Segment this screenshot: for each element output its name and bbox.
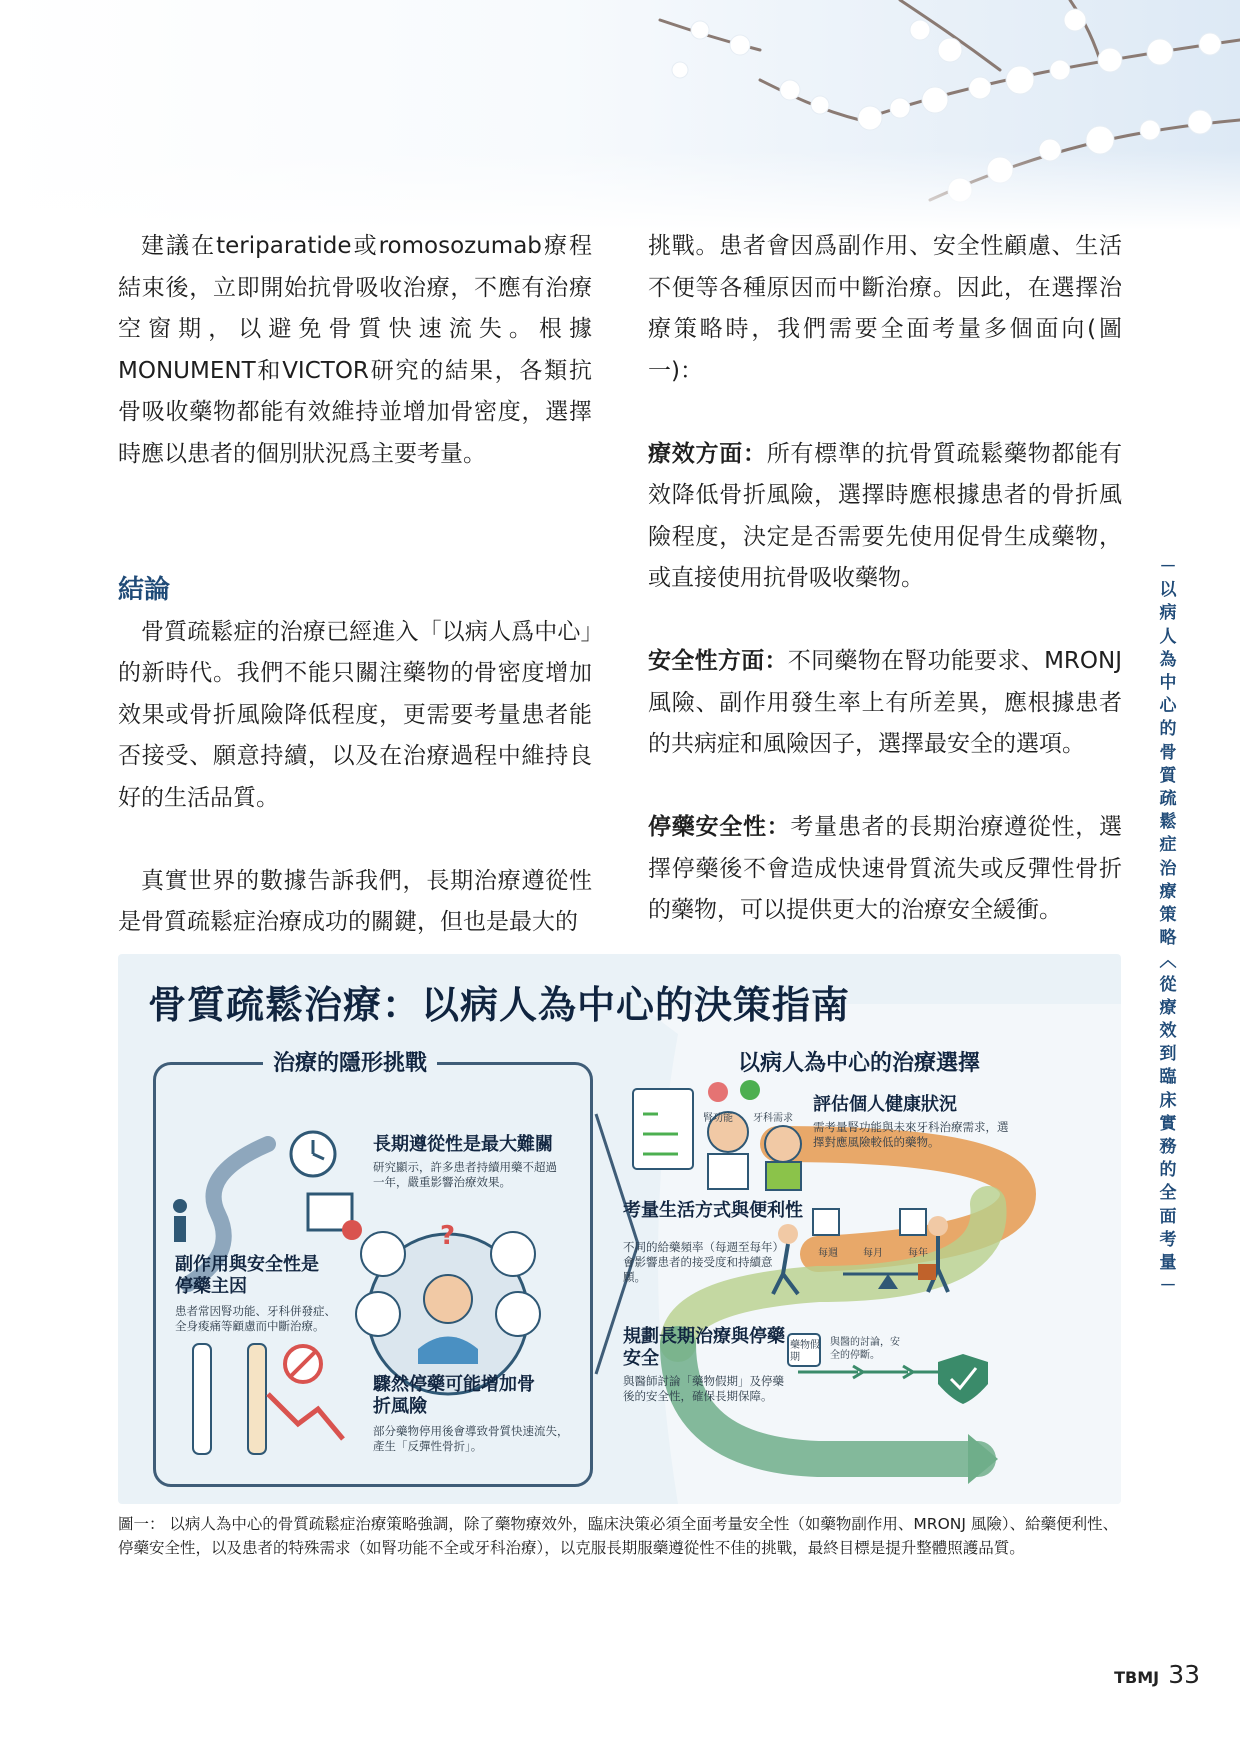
- figure-infographic: [118, 954, 1121, 1504]
- journal-name: TBMJ: [1114, 1668, 1160, 1687]
- running-title-char: 療: [1159, 881, 1177, 902]
- running-title-char: 症: [1159, 835, 1177, 856]
- running-title-char: 鬆: [1159, 812, 1177, 833]
- running-title-char: 策: [1159, 905, 1177, 926]
- running-title-char: －: [1159, 557, 1177, 577]
- running-title-char: 的: [1159, 1160, 1177, 1181]
- freq-yearly: 每年: [908, 1248, 928, 1259]
- running-title-char: 療: [1159, 997, 1177, 1018]
- kidney-tag: 腎功能: [703, 1113, 733, 1124]
- page-footer: [1114, 1660, 1200, 1689]
- running-title-char: 為: [1159, 649, 1177, 670]
- running-title-char: 量: [1159, 1253, 1177, 1274]
- figure-caption: 圖一： 以病人為中心的骨質疏鬆症治療策略強調，除了藥物療效外，臨床決策必須全面考量安全性（如藥物副作用、MRONJ 風險）、給藥便利性、停藥安全性，以及患者的特殊需求（如腎功能不全或牙科治療），以克服長期服藥遵從性不佳的挑戰，最終目標是提升整體照護品質。: [118, 1515, 1119, 1557]
- header-blossom-illustration: [0, 0, 1240, 230]
- safety-text: 不同藥物在腎功能要求、MRONJ風險、副作用發生率上有所差異，應根據患者的共病症和風險因子，選擇最安全的選項。: [648, 648, 1122, 757]
- lifestyle-heading: 考量生活方式與便利性: [623, 1200, 803, 1221]
- safety-lead: 安全性方面：: [648, 648, 788, 674]
- fracture-heading: 驟然停藥可能增加骨折風險: [373, 1374, 535, 1417]
- running-title-char: 治: [1159, 858, 1177, 879]
- discuss-tag: 與醫的討論，安全的停斷。: [830, 1337, 900, 1361]
- right-column: [648, 226, 1122, 932]
- fracture-text: 部分藥物停用後會導致骨質快速流失，產生「反彈性骨折」。: [373, 1424, 569, 1453]
- figure-title: 骨質疏鬆治療：以病人為中心的決策指南: [148, 983, 851, 1027]
- plan-heading: 規劃長期治療與停藥安全: [623, 1326, 785, 1369]
- lifestyle-text: 不同的給藥頻率（每週至每年）會影響患者的接受度和持續意願。: [623, 1240, 784, 1284]
- running-title-char: 質: [1159, 765, 1177, 786]
- dental-tag: 牙科需求: [753, 1113, 793, 1124]
- side-effect-text: 患者常因腎功能、牙科併發症、全身痠痛等顧慮而中斷治療。: [175, 1304, 336, 1333]
- running-title-char: ︿: [1159, 951, 1177, 972]
- running-title-char: 中: [1159, 673, 1177, 694]
- running-title-char: 略: [1159, 928, 1177, 949]
- running-title-char: 臨: [1159, 1067, 1177, 1088]
- plan-text: 與醫師討論「藥物假期」及停藥後的安全性，確保長期保障。: [623, 1374, 784, 1403]
- assess-heading: 評估個人健康狀況: [813, 1094, 957, 1115]
- side-effect-heading: 副作用與安全性是停藥主因: [175, 1254, 319, 1297]
- adherence-heading: 長期遵從性是最大難關: [373, 1134, 553, 1155]
- page-number: 33: [1168, 1660, 1200, 1689]
- stop-safety-paragraph: [648, 807, 1122, 932]
- challenges-label: 治療的隱形挑戰: [263, 1046, 437, 1077]
- running-title-char: 到: [1159, 1044, 1177, 1065]
- safety-paragraph: [648, 641, 1122, 766]
- running-title-char: 人: [1159, 626, 1177, 647]
- running-title-vertical: [1153, 556, 1183, 1299]
- running-title-char: 全: [1159, 1183, 1177, 1204]
- running-title-char: 面: [1159, 1206, 1177, 1227]
- choices-label: 以病人為中心的治療選擇: [738, 1051, 981, 1076]
- running-title-char: 的: [1159, 719, 1177, 740]
- efficacy-paragraph: [648, 434, 1122, 600]
- running-title-char: 以: [1159, 580, 1177, 601]
- running-title-char: －: [1159, 1276, 1177, 1297]
- running-title-char: 實: [1159, 1113, 1177, 1134]
- running-title-char: 骨: [1159, 742, 1177, 763]
- section-title-conclusion: 結論: [118, 575, 171, 605]
- freq-weekly: 每週: [818, 1248, 838, 1259]
- svg-text:?: ?: [440, 1221, 456, 1251]
- drug-holiday-tag: 藥物假期: [790, 1340, 820, 1363]
- stop-safety-text: 考量患者的長期治療遵從性，選擇停藥後不會造成快速骨質流失或反彈性骨折的藥物，可以提供更大的治療安全緩衝。: [648, 814, 1123, 923]
- running-title-char: 從: [1159, 974, 1177, 995]
- assess-text: 需考量腎功能與未來牙科治療需求，選擇對應風險較低的藥物。: [813, 1120, 1009, 1149]
- running-title-char: 務: [1159, 1137, 1177, 1158]
- running-title-char: 效: [1159, 1021, 1177, 1042]
- left-paragraph-1: 建議在teriparatide或romosozumab療程結束後，立即開始抗骨吸收治療，不應有治療空窗期，以避免骨質快速流失。根據MONUMENT和VICTOR研究的結果，各類抗骨吸收藥物都能有效維持並增加骨密度，選擇時應以患者的個別狀況爲主要考量。: [118, 233, 592, 467]
- efficacy-text: 所有標準的抗骨質疏鬆藥物都能有效降低骨折風險，選擇時應根據患者的骨折風險程度，決定是否需要先使用促骨生成藥物，或直接使用抗骨吸收藥物。: [648, 440, 1123, 591]
- left-paragraph-2: 骨質疏鬆症的治療已經進入「以病人爲中心」的新時代。我們不能只關注藥物的骨密度增加效果或骨折風險降低程度，更需要考量患者能否接受、願意持續，以及在治療過程中維持良好的生活品質。: [118, 618, 592, 811]
- running-title-char: 床: [1159, 1090, 1177, 1111]
- efficacy-lead: 療效方面：: [648, 440, 767, 467]
- running-title-char: 考: [1159, 1229, 1177, 1250]
- left-paragraph-3: 真實世界的數據告訴我們，長期治療遵從性是骨質疏鬆症治療成功的關鍵，但也是最大的: [118, 867, 592, 935]
- running-title-char: 病: [1159, 603, 1177, 624]
- running-title-char: 心: [1159, 696, 1177, 717]
- running-title-char: 疏: [1159, 789, 1177, 810]
- stop-safety-lead: 停藥安全性：: [648, 814, 791, 840]
- adherence-text: 研究顯示，許多患者持續用藥不超過一年，嚴重影響治療效果。: [373, 1160, 557, 1189]
- right-paragraph-1: 挑戰。患者會因爲副作用、安全性顧慮、生活不便等各種原因而中斷治療。因此，在選擇治療策略時，我們需要全面考量多個面向(圖一)：: [648, 233, 1122, 384]
- freq-monthly: 每月: [863, 1248, 883, 1259]
- left-column: [118, 226, 592, 944]
